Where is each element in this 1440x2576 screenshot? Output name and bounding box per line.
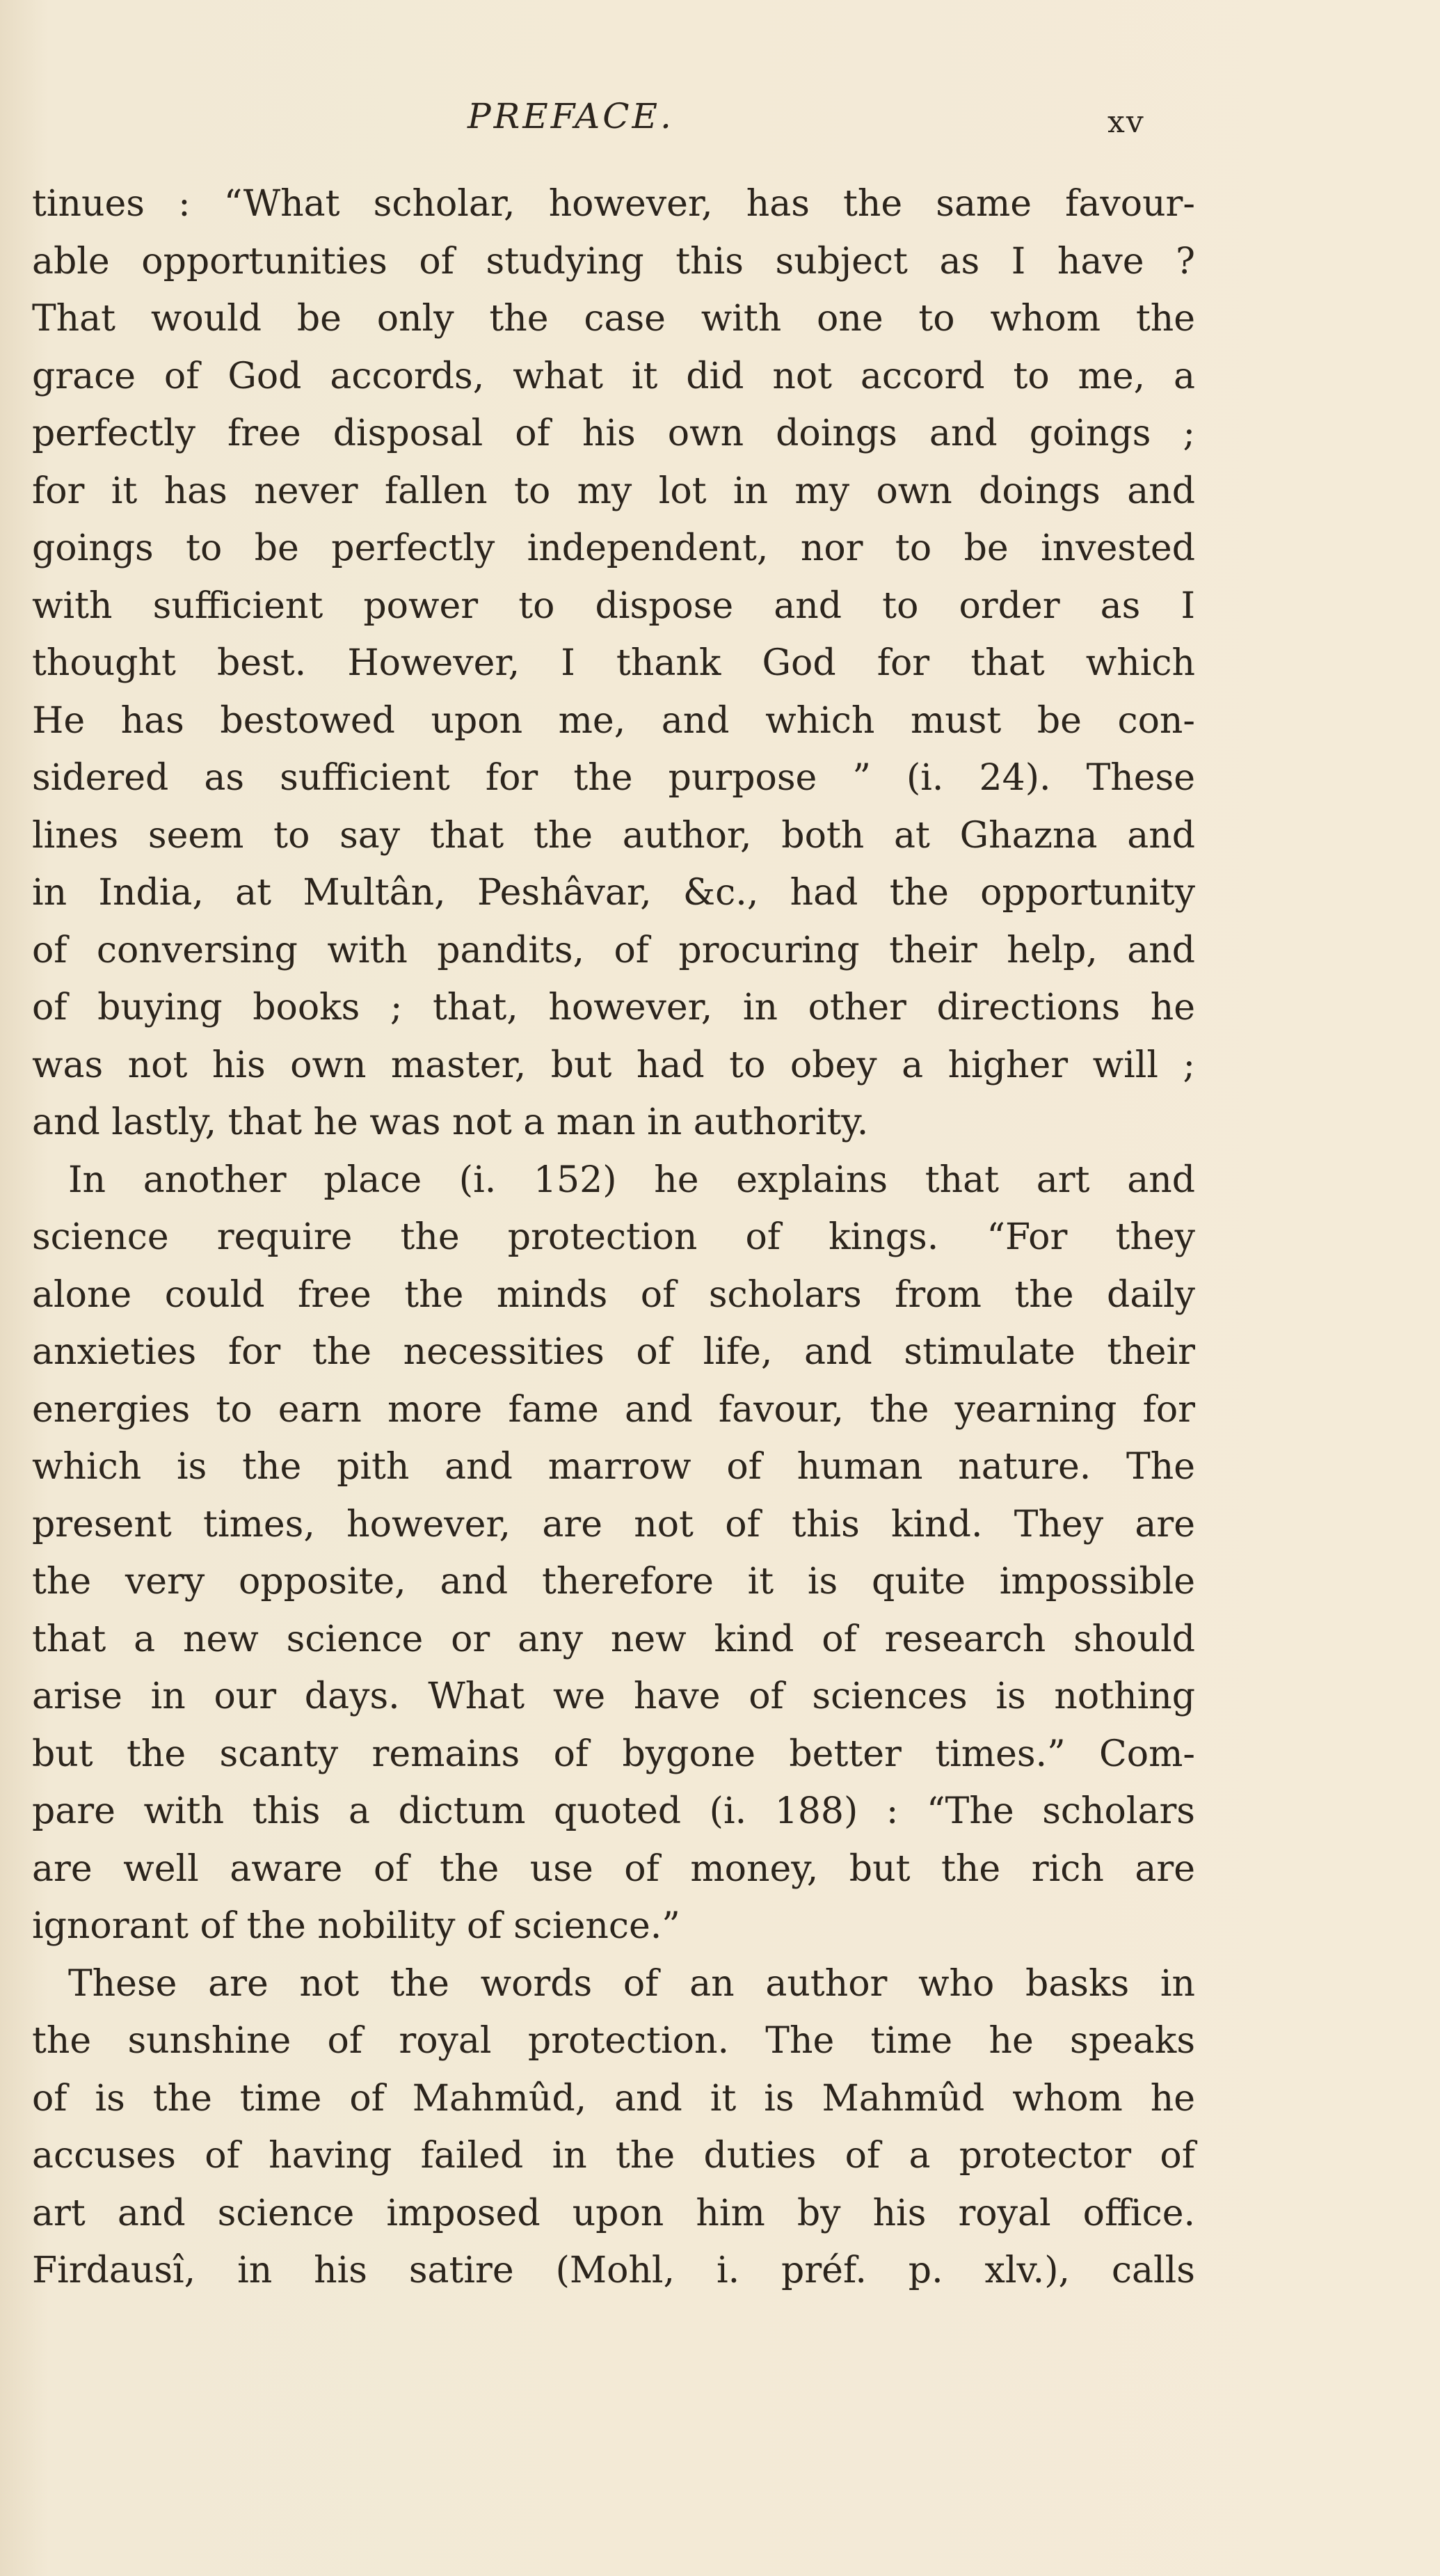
page-number: xv	[1107, 104, 1145, 140]
text-line: of buying books ; that, however, in other directions he	[32, 987, 1195, 1028]
paragraph-first-line: In another place (i. 152) he explains that art and	[68, 1159, 1195, 1201]
text-line: grace of God accords, what it did not accord to me, a	[32, 355, 1195, 397]
text-line: of conversing with pandits, of procuring their help, and	[32, 929, 1195, 971]
text-line: present times, however, are not of this kind. They are	[32, 1503, 1195, 1545]
body-text	[32, 175, 1195, 2300]
text-line: accuses of having failed in the duties of a protector of	[32, 2135, 1195, 2177]
text-line: lines seem to say that the author, both at Ghazna and	[32, 814, 1195, 857]
text-line: arise in our days. What we have of sciences is nothing	[32, 1676, 1195, 1717]
text-line: tinues : “What scholar, however, has the same favour-	[32, 183, 1195, 225]
text-line: Firdausî, in his satire (Mohl, i. préf. p. xlv.), calls	[32, 2250, 1195, 2291]
text-line: of is the time of Mahmûd, and it is Mahmûd whom he	[32, 2077, 1195, 2120]
text-line: thought best. However, I thank God for that which	[32, 642, 1195, 684]
running-head	[0, 96, 1440, 145]
text-line: able opportunities of studying this subject as I have ?	[32, 240, 1195, 283]
text-line: anxieties for the necessities of life, and stimulate their	[32, 1331, 1195, 1373]
text-line: that a new science or any new kind of research should	[32, 1618, 1195, 1660]
text-line: which is the pith and marrow of human nature. The	[32, 1446, 1195, 1488]
running-head-title: PREFACE.	[467, 96, 674, 136]
text-line: the sunshine of royal protection. The time he speaks	[32, 2020, 1195, 2062]
paragraph-end-line: ignorant of the nobility of science.”	[32, 1905, 680, 1947]
text-line: energies to earn more fame and favour, the yearning for	[32, 1388, 1195, 1431]
text-line: sidered as sufficient for the purpose ” (i. 24). These	[32, 757, 1195, 799]
text-line: perfectly free disposal of his own doings and goings ;	[32, 413, 1195, 454]
text-line: for it has never fallen to my lot in my own doings and	[32, 470, 1195, 512]
text-line: but the scanty remains of bygone better times.” Com-	[32, 1733, 1195, 1775]
text-line: with sufficient power to dispose and to order as I	[32, 585, 1195, 627]
text-line: science require the protection of kings. “For they	[32, 1216, 1195, 1258]
text-line: That would be only the case with one to whom the	[32, 298, 1195, 340]
text-line: pare with this a dictum quoted (i. 188) : “The scholars	[32, 1790, 1195, 1832]
text-line: art and science imposed upon him by his royal office.	[32, 2192, 1195, 2234]
text-line: He has bestowed upon me, and which must be con-	[32, 699, 1195, 742]
text-line: alone could free the minds of scholars from the daily	[32, 1273, 1195, 1316]
text-line: are well aware of the use of money, but the rich are	[32, 1847, 1195, 1890]
paragraph-end-line: and lastly, that he was not a man in authority.	[32, 1102, 869, 1143]
text-line: was not his own master, but had to obey a higher will ;	[32, 1044, 1195, 1086]
text-line: in India, at Multân, Peshâvar, &c., had the opportunity	[32, 872, 1195, 914]
text-line: the very opposite, and therefore it is quite impossible	[32, 1561, 1195, 1603]
text-line: goings to be perfectly independent, nor to be invested	[32, 527, 1195, 569]
paragraph-first-line: These are not the words of an author who basks in	[68, 1962, 1195, 2005]
